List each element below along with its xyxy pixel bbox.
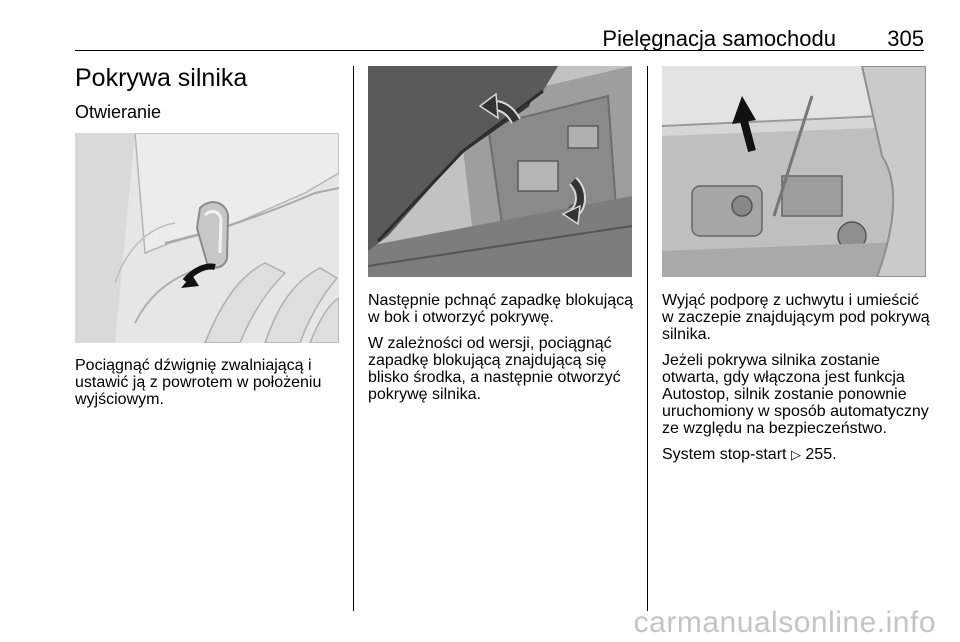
col3-paragraph-2: Jeżeli pokrywa silnika zostanie otwarta, gdy włączona jest funkcja Autostop, silnik zostanie ponownie uruchomiony w sposób automatyczny ze względu na bezpieczeństwo. [662, 352, 929, 437]
hood-prop-illustration [662, 66, 926, 277]
locking-catch-illustration [368, 66, 632, 277]
col2-paragraph-1: Następnie pchnąć zapadkę blokującą w bok i otworzyć pokrywę. [368, 292, 634, 326]
watermark: carmanualsonline.info [633, 606, 936, 639]
section-title: Pokrywa silnika [75, 64, 248, 92]
column-divider-2 [647, 66, 648, 611]
page-reference-link[interactable]: 255. [805, 446, 837, 463]
column-divider-1 [353, 66, 354, 611]
col2-text [368, 292, 638, 412]
page-header [75, 22, 924, 52]
arrow-reference-icon: ▷ [790, 448, 801, 463]
figure-locking-catch [368, 66, 632, 277]
figure-release-lever [75, 133, 339, 343]
release-lever-illustration [75, 133, 339, 343]
figure-hood-prop [662, 66, 926, 277]
col3-text [662, 292, 934, 473]
col3-paragraph-3 [662, 446, 934, 464]
col2-paragraph-2: W zależności od wersji, pociągnąć zapadkę blokującą znajdującą się blisko środka, a następnie otworzyć pokrywę silnika. [368, 335, 621, 403]
col3-paragraph-1: Wyjąć podporę z uchwytu i umieścić w zaczepie znajdującym pod pokrywą silnika. [662, 292, 930, 343]
col1-text [75, 357, 345, 417]
col1-paragraph: Pociągnąć dźwignię zwalniającą i ustawić ją z powrotem w położeniu wyjściowym. [75, 357, 322, 408]
page-number: 305 [887, 26, 924, 51]
section-subtitle: Otwieranie [75, 102, 162, 122]
header-title: Pielęgnacja samochodu [602, 26, 836, 51]
header-rule [75, 50, 924, 51]
system-stop-start-label: System stop-start [662, 446, 787, 463]
